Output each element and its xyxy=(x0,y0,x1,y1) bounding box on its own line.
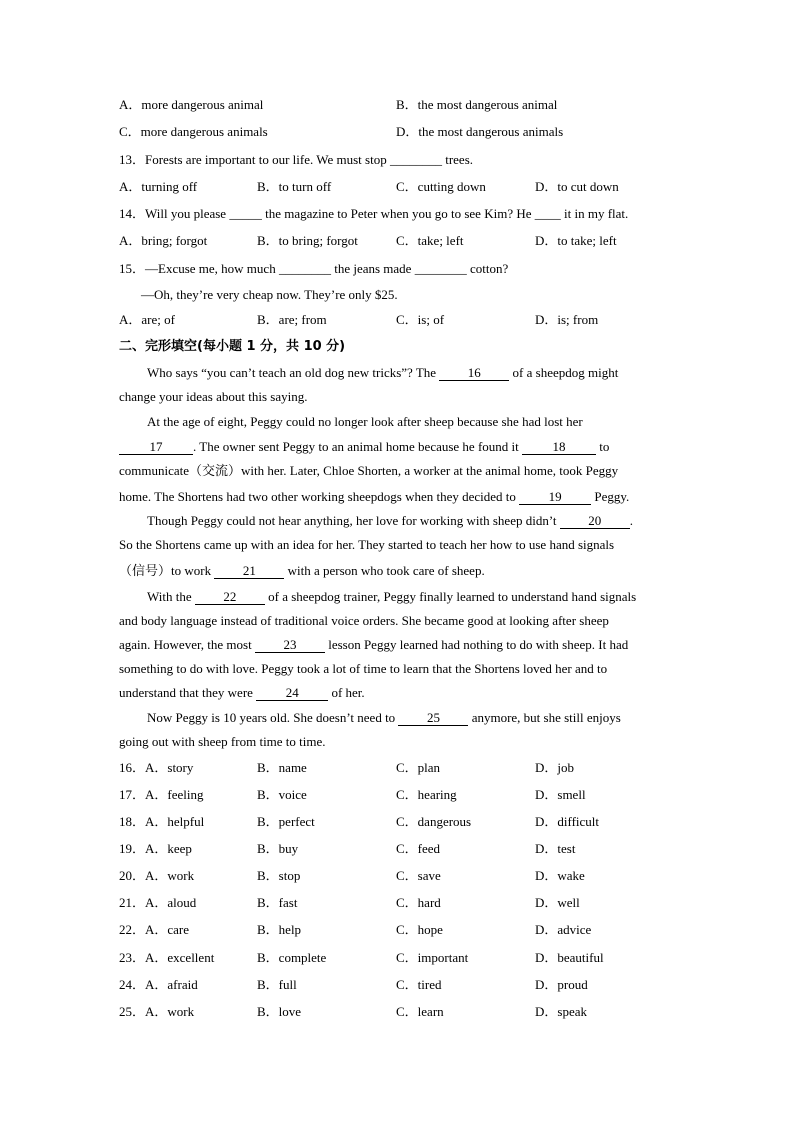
q14-blank-2: ____ xyxy=(534,206,561,221)
cloze-24-option-a: 24．A．afraid xyxy=(119,977,198,992)
cloze-22-option-b: B．help xyxy=(257,922,302,937)
blank-22: 22 xyxy=(195,590,265,605)
passage-line: again. However, the most 23 lesson Peggy learned had nothing to do with sheep. It had xyxy=(119,637,629,652)
cloze-20-option-b: B．stop xyxy=(257,868,301,883)
cloze-18-option-c: C．dangerous xyxy=(396,814,472,829)
cloze-16-option-c: C．plan xyxy=(396,760,441,775)
passage-line: going out with sheep from time to time. xyxy=(119,734,326,749)
q14-option-b: B．to bring; forgot xyxy=(257,233,358,248)
q13-option-d: D．to cut down xyxy=(535,179,619,194)
passage-line: Who says “you can’t teach an old dog new tricks”? The 16 of a sheepdog might xyxy=(147,365,619,380)
cloze-23-option-b: B．complete xyxy=(257,950,327,965)
cloze-21-option-a: 21．A．aloud xyxy=(119,895,197,910)
passage-line: Now Peggy is 10 years old. She doesn’t need to 25 anymore, but she still enjoys xyxy=(147,710,621,725)
cloze-19-option-a: 19．A．keep xyxy=(119,841,192,856)
cloze-24-option-d: D．proud xyxy=(535,977,588,992)
q12-option-c: C．more dangerous animals xyxy=(119,124,268,139)
q15-option-a: A．are; of xyxy=(119,312,175,327)
passage-line: 17 . The owner sent Peggy to an animal home because he found it 18 to xyxy=(119,439,609,455)
cloze-25-option-b: B．love xyxy=(257,1004,302,1019)
cloze-19-option-c: C．feed xyxy=(396,841,441,856)
q12-option-b: B．the most dangerous animal xyxy=(396,97,558,112)
q14-option-d: D．to take; left xyxy=(535,233,617,248)
cloze-16-option-a: 16．A．story xyxy=(119,760,194,775)
passage-line: change your ideas about this saying. xyxy=(119,389,308,404)
q13-blank: ________ xyxy=(389,152,442,167)
q13-option-b: B．to turn off xyxy=(257,179,332,194)
cloze-23-option-d: D．beautiful xyxy=(535,950,604,965)
q13-stem: 13．Forests are important to our life. We must stop ________ trees. xyxy=(119,152,474,167)
passage-line: So the Shortens came up with an idea for her. They started to teach her how to use hand signals xyxy=(119,537,615,552)
cloze-17-option-a: 17．A．feeling xyxy=(119,787,204,802)
passage-line: something to do with love. Peggy took a lot of time to learn that the Shortens loved her and to xyxy=(119,661,608,676)
cloze-22-option-c: C．hope xyxy=(396,922,443,937)
passage-line: With the 22 of a sheepdog trainer, Peggy finally learned to understand hand signals xyxy=(147,589,637,604)
passage-line: At the age of eight, Peggy could no longer look after sheep because she had lost her xyxy=(147,414,583,429)
section-heading-cloze: 二、完形填空(每小题 1 分，共 10 分) xyxy=(119,339,346,354)
cloze-25-option-d: D．speak xyxy=(535,1004,587,1019)
passage-line: home. The Shortens had two other working sheepdogs when they decided to 19 Peggy. xyxy=(119,489,630,504)
blank-20: 20 xyxy=(560,514,630,529)
q14-option-c: C．take; left xyxy=(396,233,464,248)
q13-option-c: C．cutting down xyxy=(396,179,486,194)
cloze-18-option-d: D．difficult xyxy=(535,814,600,829)
blank-18: 18 xyxy=(522,440,596,455)
cloze-17-option-b: B．voice xyxy=(257,787,307,802)
blank-25: 25 xyxy=(398,711,468,726)
cloze-22-option-d: D．advice xyxy=(535,922,592,937)
cloze-24-option-c: C．tired xyxy=(396,977,442,992)
q13-option-a: A．turning off xyxy=(119,179,198,194)
blank-24: 24 xyxy=(256,686,328,701)
cloze-23-option-a: 23．A．excellent xyxy=(119,950,215,965)
cloze-24-option-b: B．full xyxy=(257,977,297,992)
blank-16: 16 xyxy=(439,366,509,381)
passage-line: understand that they were 24 of her. xyxy=(119,685,365,700)
cloze-18-option-a: 18．A．helpful xyxy=(119,814,205,829)
q12-option-d: D．the most dangerous animals xyxy=(396,124,564,139)
passage-line: （信号）to work 21 with a person who took care of sheep. xyxy=(119,563,485,578)
cloze-19-option-b: B．buy xyxy=(257,841,299,856)
q14-option-a: A．bring; forgot xyxy=(119,233,208,248)
cloze-25-option-a: 25．A．work xyxy=(119,1004,195,1019)
passage-line: communicate（交流）with her. Later, Chloe Shorten, a worker at the animal home, took Peggy xyxy=(119,463,619,478)
cloze-22-option-a: 22．A．care xyxy=(119,922,190,937)
q15-reply: —Oh, they’re very cheap now. They’re only $25. xyxy=(141,287,398,302)
blank-21: 21 xyxy=(214,564,284,579)
cloze-23-option-c: C．important xyxy=(396,950,469,965)
cloze-17-option-d: D．smell xyxy=(535,787,586,802)
q12-option-a: A．more dangerous animal xyxy=(119,97,264,112)
blank-23: 23 xyxy=(255,638,325,653)
cloze-25-option-c: C．learn xyxy=(396,1004,444,1019)
q15-option-b: B．are; from xyxy=(257,312,327,327)
blank-19: 19 xyxy=(519,490,591,505)
cloze-20-option-c: C．save xyxy=(396,868,441,883)
q15-option-d: D．is; from xyxy=(535,312,599,327)
cloze-21-option-b: B．fast xyxy=(257,895,298,910)
blank-17: 17 xyxy=(119,440,193,455)
cloze-18-option-b: B．perfect xyxy=(257,814,315,829)
q14-blank-1: _____ xyxy=(229,206,262,221)
q15-blank-2: ________ xyxy=(414,261,467,276)
cloze-21-option-d: D．well xyxy=(535,895,580,910)
passage-line: and body language instead of traditional voice orders. She became good at looking after sheep xyxy=(119,613,609,628)
q14-stem: 14．Will you please _____ the magazine to Peter when you go to see Kim? He ____ it in my flat. xyxy=(119,206,629,221)
q15-stem: 15．—Excuse me, how much ________ the jeans made ________ cotton? xyxy=(119,261,509,276)
cloze-16-option-d: D．job xyxy=(535,760,575,775)
cloze-17-option-c: C．hearing xyxy=(396,787,457,802)
cloze-21-option-c: C．hard xyxy=(396,895,441,910)
cloze-19-option-d: D．test xyxy=(535,841,576,856)
cloze-20-option-a: 20．A．work xyxy=(119,868,195,883)
q15-blank-1: ________ xyxy=(278,261,331,276)
cloze-16-option-b: B．name xyxy=(257,760,307,775)
cloze-20-option-d: D．wake xyxy=(535,868,585,883)
passage-line: Though Peggy could not hear anything, her love for working with sheep didn’t 20 . xyxy=(147,513,634,528)
q15-option-c: C．is; of xyxy=(396,312,445,327)
